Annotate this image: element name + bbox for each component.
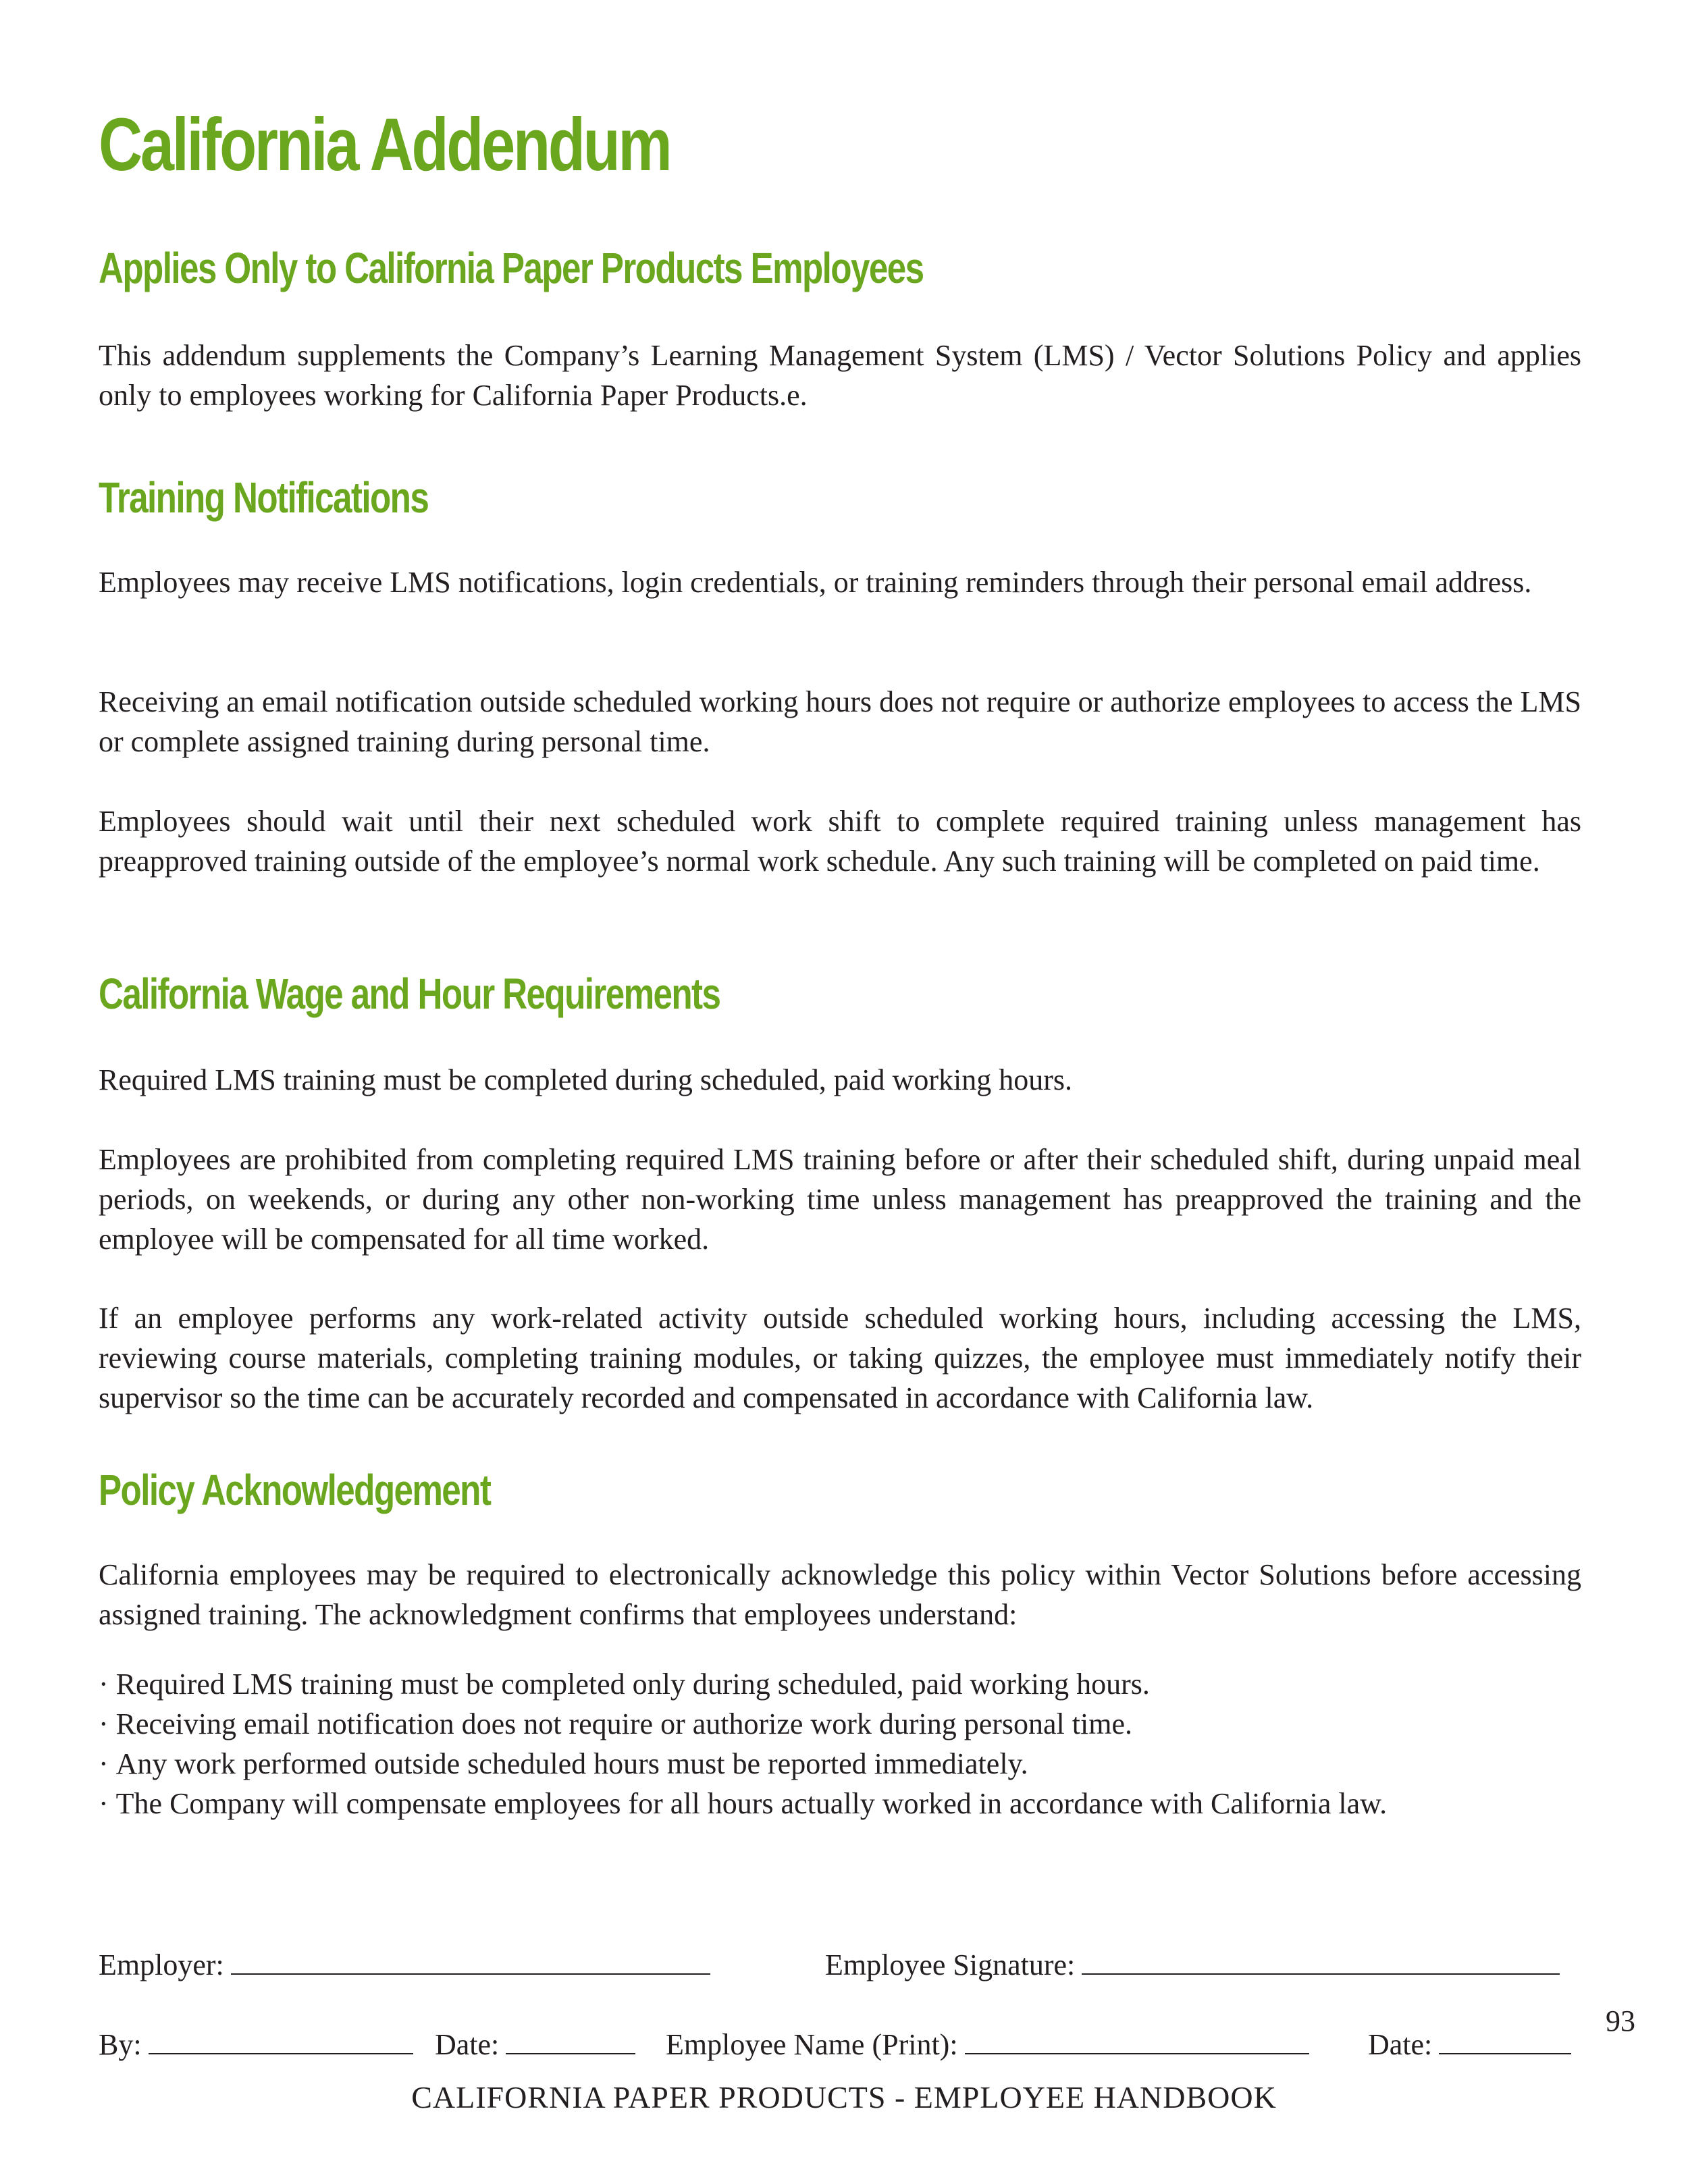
employee-signature-label: Employee Signature: — [825, 1948, 1076, 1981]
date-field — [435, 2022, 635, 2065]
paragraph: This addendum supplements the Company’s Learning Management System (LMS) / Vector Solutions Policy and applies only to employees working for California Paper Products.e. — [99, 339, 1581, 412]
paragraph: Employees should wait until their next scheduled work shift to complete required training unless management has preapproved training outside of the employee’s normal work schedule. Any such training will be completed on paid time. — [99, 805, 1581, 878]
date-label: Date: — [435, 2028, 500, 2061]
section-heading-applies: Applies Only to California Paper Products Employees — [99, 244, 924, 292]
date-line[interactable] — [506, 2022, 635, 2054]
by-field — [99, 2022, 413, 2065]
date-line-2[interactable] — [1439, 2022, 1571, 2054]
date-label-2: Date: — [1368, 2028, 1433, 2061]
employee-name-line[interactable] — [965, 2022, 1309, 2054]
by-label: By: — [99, 2028, 142, 2061]
date-field-2 — [1368, 2022, 1571, 2065]
employee-name-field — [666, 2022, 1309, 2065]
list-item: · Any work performed outside scheduled hours must be reported immediately. — [99, 1744, 1387, 1784]
page-footer: CALIFORNIA PAPER PRODUCTS - EMPLOYEE HANDBOOK — [411, 2080, 1277, 2114]
section-heading-wage-hour: California Wage and Hour Requirements — [99, 969, 720, 1018]
paragraph: If an employee performs any work-related activity outside scheduled working hours, including accessing the LMS, reviewing course materials, completing training modules, or taking quizzes, the employee must immediately notify their supervisor so the time can be accurately recorded and compensated in accordance with California law. — [99, 1302, 1581, 1414]
section-heading-policy-acknowledgement: Policy Acknowledgement — [99, 1466, 491, 1514]
paragraph: Employees may receive LMS notifications, login credentials, or training reminders through their personal email address. — [99, 566, 1532, 599]
employee-signature-line[interactable] — [1082, 1942, 1560, 1975]
section-heading-training-notifications: Training Notifications — [99, 473, 429, 522]
acknowledgement-list — [99, 1664, 1387, 1823]
list-item: · The Company will compensate employees for all hours actually worked in accordance with California law. — [99, 1784, 1387, 1823]
employee-signature-field — [825, 1942, 1560, 1985]
paragraph: California employees may be required to electronically acknowledge this policy within Vector Solutions before accessing assigned training. The acknowledgment confirms that employees understand: — [99, 1558, 1581, 1631]
page-title: California Addendum — [99, 103, 670, 186]
employer-label: Employer: — [99, 1948, 224, 1981]
employer-field — [99, 1942, 710, 1985]
list-item: · Receiving email notification does not require or authorize work during personal time. — [99, 1704, 1387, 1744]
paragraph: Required LMS training must be completed during scheduled, paid working hours. — [99, 1063, 1072, 1096]
paragraph: Receiving an email notification outside scheduled working hours does not require or authorize employees to access the LMS or complete assigned training during personal time. — [99, 685, 1581, 758]
page-number: 93 — [1606, 2004, 1635, 2037]
paragraph: Employees are prohibited from completing required LMS training before or after their scheduled shift, during unpaid meal periods, on weekends, or during any other non-working time unless management has preapproved the training and the employee will be compensated for all time worked. — [99, 1143, 1581, 1256]
by-line[interactable] — [149, 2022, 413, 2054]
list-item: · Required LMS training must be completed only during scheduled, paid working hours. — [99, 1664, 1387, 1704]
employee-name-label: Employee Name (Print): — [666, 2028, 958, 2061]
employer-signature-line[interactable] — [231, 1942, 710, 1975]
